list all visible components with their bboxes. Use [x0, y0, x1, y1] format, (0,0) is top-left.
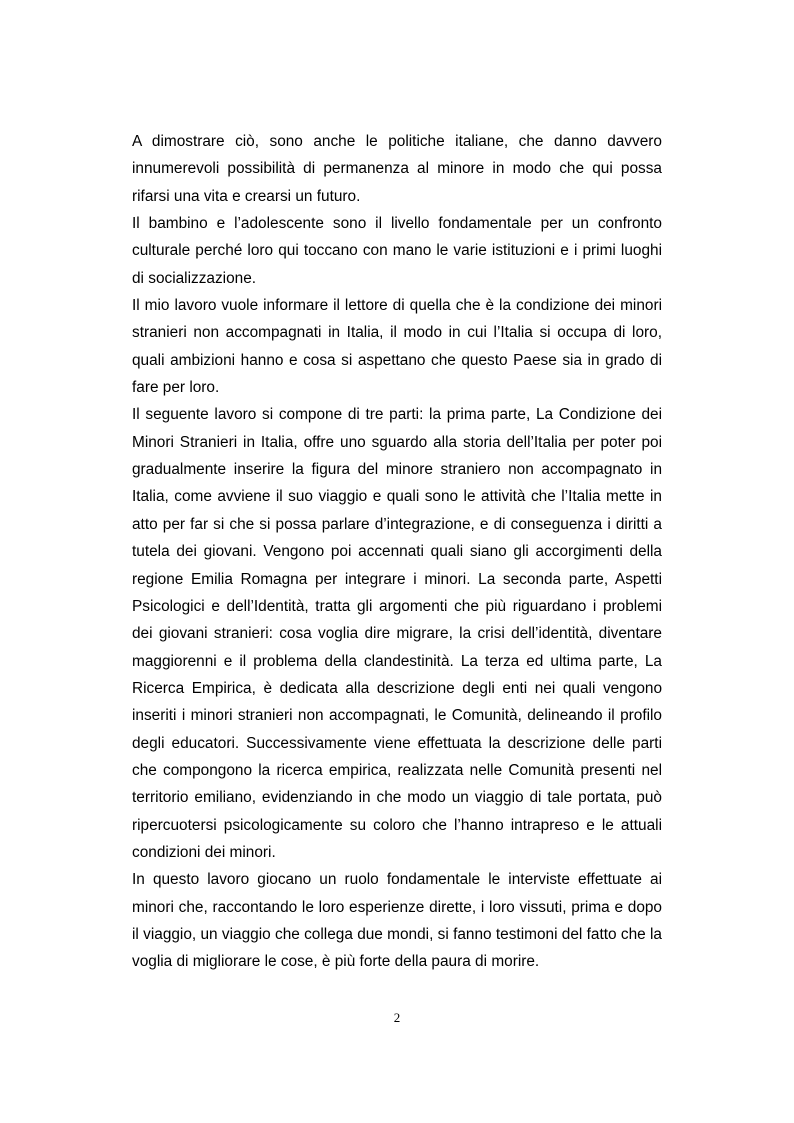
paragraph-bambino: Il bambino e l’adolescente sono il livello fondamentale per un confronto culturale perché loro qui toccano con mano le varie istituzioni e i primi luoghi di socializzazione. [132, 215, 662, 287]
page-number: 2 [393, 1010, 401, 1025]
paragraph-lavoro: Il mio lavoro vuole informare il lettore di quella che è la condizione dei minori stranieri non accompagnati in Italia, il modo in cui l’Italia si occupa di loro, quali ambizioni hanno e cosa si aspettano che questo Paese sia in grado di fare per loro. [132, 297, 662, 397]
paragraph-struttura: Il seguente lavoro si compone di tre parti: la prima parte, La Condizione dei Minori Stranieri in Italia, offre uno sguardo alla storia dell’Italia per poter poi gradualmente inserire la figura del minore straniero non accompagnato in Italia, come avviene il suo viaggio e quali sono le attività che l’Italia mette in atto per far si che si possa parlare d’integrazione, e di conseguenza i diritti a tutela dei giovani. Vengono poi accennati quali siano gli accorgimenti della regione Emilia Romagna per integrare i minori. La seconda parte, Aspetti Psicologici e dell’Identità, tratta gli argomenti che più riguardano i problemi dei giovani stranieri: cosa voglia dire migrare, la crisi dell’identità, diventare maggiorenni e il problema della clandestinità. La terza ed ultima parte, La Ricerca Empirica, è dedicata alla descrizione degli enti nei quali vengono inseriti i minori stranieri non accompagnati, le Comunità, delineando il profilo degli educatori. Successivamente viene effettuata la descrizione delle parti che compongono la ricerca empirica, realizzata nelle Comunità presenti nel territorio emiliano, evidenziando in che modo un viaggio di tale portata, può ripercuotersi psicologicamente su coloro che l’hanno intrapreso e le attuali condizioni dei minori. [132, 406, 662, 861]
paragraph-politiche: A dimostrare ciò, sono anche le politiche italiane, che danno davvero innumerevoli possibilità di permanenza al minore in modo che qui possa rifarsi una vita e crearsi un futuro. [132, 133, 662, 205]
body-text [132, 128, 662, 976]
paragraph-interviste: In questo lavoro giocano un ruolo fondamentale le interviste effettuate ai minori che, raccontando le loro esperienze dirette, i loro vissuti, prima e dopo il viaggio, un viaggio che collega due mondi, si fanno testimoni del fatto che la voglia di migliorare le cose, è più forte della paura di morire. [132, 871, 662, 971]
